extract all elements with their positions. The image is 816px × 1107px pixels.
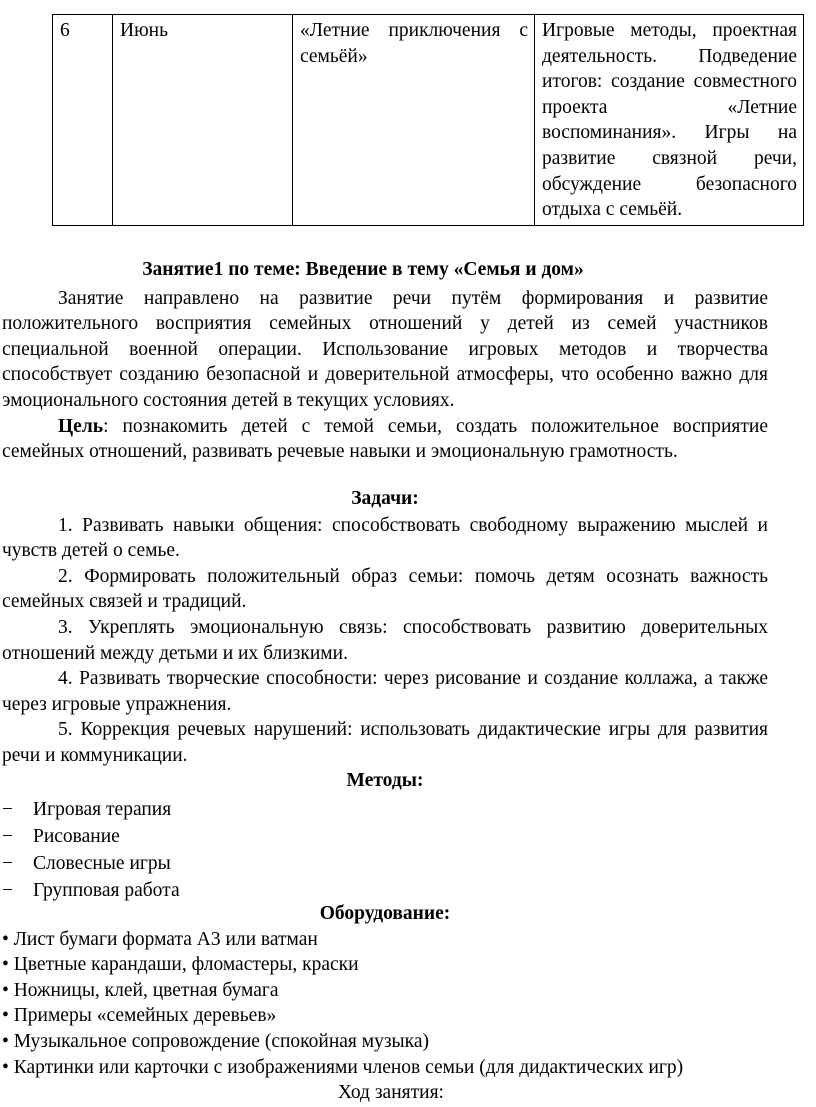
methods-heading: Методы: [346,770,424,791]
list-item: • Картинки или карточки с изображениями членов семьи (для дидактических игр) [2,1056,684,1078]
task-item: 4. Развивать творческие способности: через рисование и создание коллажа, а также через игровые упражнения. [2,668,768,715]
methods-cell: Игровые методы, проектная деятельность. Подведение итогов: создание совместного проекта «Летние воспоминания». Игры на развитие связной речи, обсуждение безопасного отдыха с семьёй. [535,15,804,226]
dash-bullet-icon: − [2,879,13,901]
goal-label: Цель [58,415,104,437]
list-item: − Игровая терапия [2,797,768,824]
lesson-intro: Занятие направлено на развитие речи путём формирования и развитие положительного восприятия семейных отношений у детей из семей участников специальной военной операции. Использование игровых методов и творчества способствует созданию безопасной и доверительной атмосферы, что особенно важно для эмоционального состояния детей в текущих условиях. [2,287,768,411]
lesson-heading: Занятие1 по теме: Введение в тему «Семья и дом» [142,259,584,280]
lesson-plan-table [52,14,804,226]
dash-bullet-icon: − [2,852,13,874]
lesson-goal [2,414,768,465]
methods-section [2,768,768,905]
tasks-section [2,486,768,769]
list-item: − Групповая работа [2,878,768,905]
dash-bullet-icon: − [2,798,13,820]
course-heading: Ход занятия: [338,1082,444,1104]
list-item: • Примеры «семейных деревьев» [2,1005,277,1027]
equipment-section [2,901,768,1106]
tasks-heading: Задачи: [351,488,419,509]
list-item: • Музыкальное сопровождение (спокойная музыка) [2,1030,429,1052]
list-item: − Рисование [2,824,768,851]
table-row [53,15,804,226]
row-number-cell: 6 [53,15,113,226]
task-item: 3. Укреплять эмоциональную связь: способствовать развитию доверительных отношений между детьми и их близкими. [2,616,768,664]
dash-bullet-icon: − [2,825,13,847]
list-item: • Цветные карандаши, фломастеры, краски [2,954,359,976]
task-item: 2. Формировать положительный образ семьи: помочь детям осознать важность семейных связей и традиций. [2,565,768,613]
equipment-heading: Оборудование: [319,903,451,924]
month-cell: Июнь [113,15,293,226]
task-item: 1. Развивать навыки общения: способствовать свободному выражению мыслей и чувств детей о семье. [2,514,768,562]
list-item: • Лист бумаги формата А3 или ватман [2,928,318,950]
list-item: − Словесные игры [2,851,768,878]
list-item: • Ножницы, клей, цветная бумага [2,979,279,1001]
goal-text: : познакомить детей с темой семьи, создать положительное восприятие семейных отношений, развивать речевые навыки и эмоциональную грамотность. [2,415,768,463]
task-item: 5. Коррекция речевых нарушений: использовать дидактические игры для развития речи и коммуникации. [2,719,768,766]
lesson-section [2,257,768,465]
topic-cell: «Летние приключения с семьёй» [293,15,535,226]
